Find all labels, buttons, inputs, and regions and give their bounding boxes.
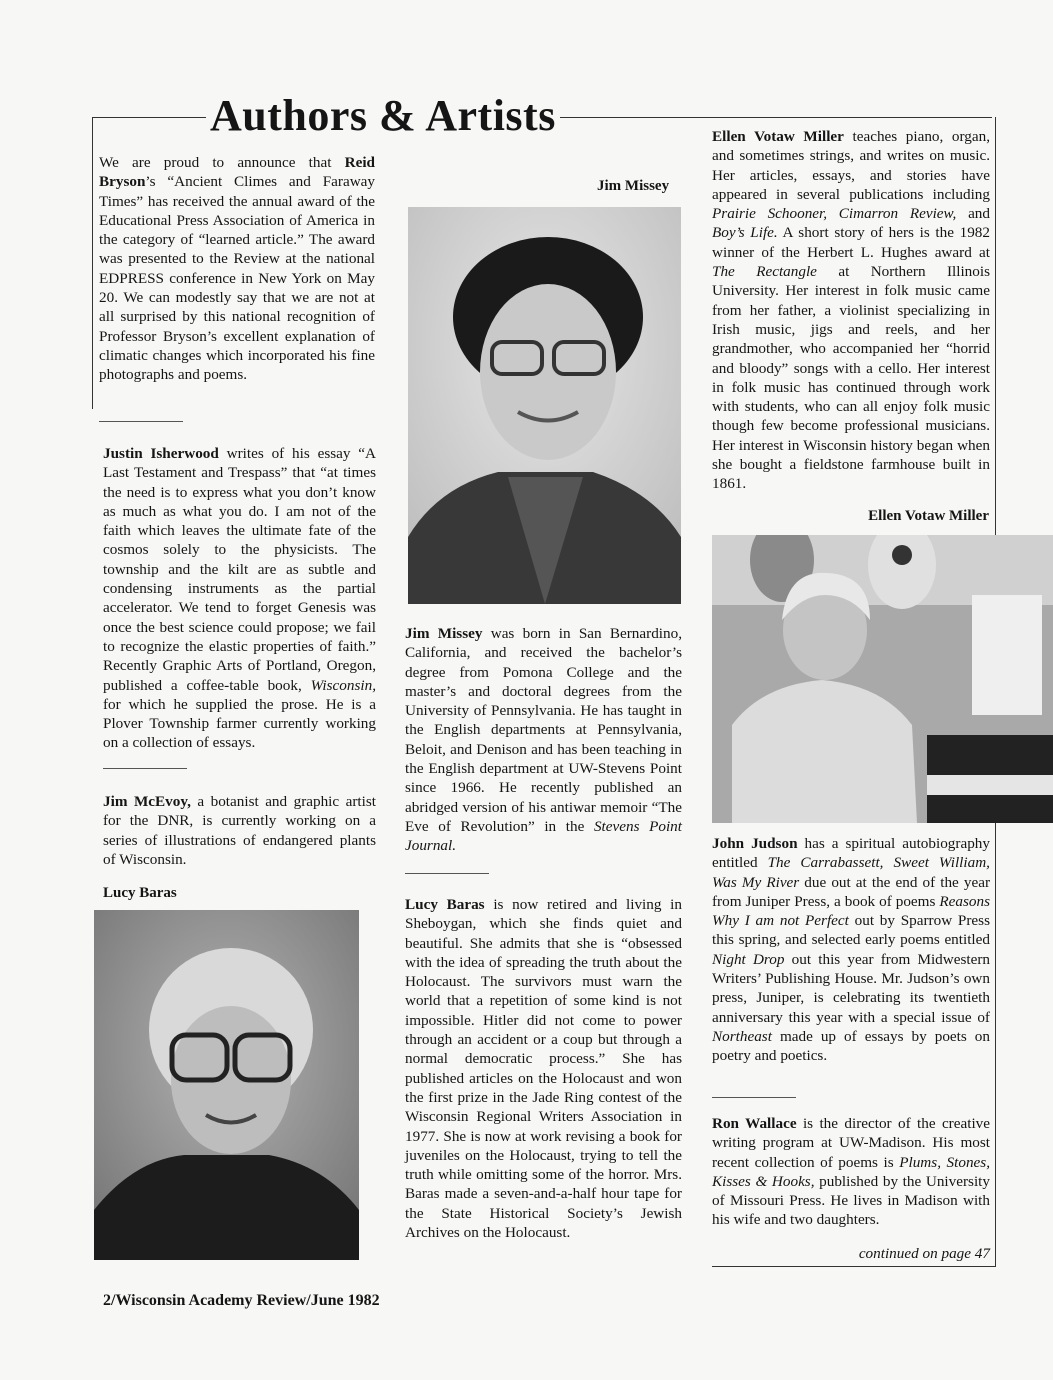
jim-missey-photo	[408, 207, 681, 604]
missey-paragraph	[405, 624, 682, 856]
author-name: Jim Missey	[405, 625, 483, 642]
portrait-illustration	[408, 207, 681, 604]
ellen-votaw-miller-photo	[712, 535, 1053, 823]
isherwood-paragraph	[103, 444, 376, 753]
text: made up of essays by poets on poetry and poetics.	[712, 1027, 990, 1065]
text: A short story of hers is the 1982 winner of the Herbert L. Hughes award at	[712, 224, 990, 261]
text: due out at the end of the year from Juniper Press, a book of poems	[712, 873, 990, 910]
judson-paragraph	[712, 834, 990, 1066]
author-name: John Judson	[712, 835, 798, 852]
text: is the director of the creative writing program at UW-Madison. His most recent collection of poems is	[712, 1115, 990, 1171]
text: writes of his essay “A Last Testament and Trespass” that “at times the need is to express what you don’t know as much as what you do. I am not of the faith which leaves the ultimate fate of the cosmos solely to the physicists. The township and the kilt are as subtle and condensing instruments as the partial accelerator. We tend to forget Genesis was once the best science could propose; we fail to recognize the elastic properties of faith.” Recently Graphic Arts of Portland, Oregon, published a coffee-table book,	[103, 445, 376, 694]
baras-photo-caption: Lucy Baras	[103, 885, 177, 901]
portrait-illustration	[94, 910, 359, 1260]
wallace-paragraph	[712, 1114, 990, 1230]
publication-title: Boy’s Life.	[712, 224, 778, 242]
text: is now retired and living in Sheboygan, which she finds quiet and beautiful. She admits that she is “obsessed with the idea of spreading the truth about the Holocaust. The survivors must warn the world that a repetition of some kind is not impossible. Hitler did not come to power through an accident or a coup but through a normal democratic process.” She has published articles on the Holocaust and won the first prize in the Jade Ring contest of the Wisconsin Regional Writers Association in 1977. She is now at work revising a book for juveniles on the Holocaust, trying to tell the truth while omitting some of the horror. Mrs. Baras made a seven-and-a-half hour tape for the State Historical Society’s Jewish Archives on the Holocaust.	[405, 896, 682, 1242]
bottom-rule	[712, 1266, 996, 1267]
text: ’s “Ancient Climes and Faraway Times” has received the annual award of the Educational Press Association of America in the category of “learned article.” The award was presented to the Review at the national EDPRESS conference in New York on May 20. We can modestly say that we are not at all surprised by this national recognition of Professor Bryson’s excellent explanation of climatic changes which incorporated his fine photographs and poems.	[99, 173, 375, 384]
continued-text: continued on page 47	[858, 1245, 990, 1262]
text: and	[956, 205, 990, 223]
text: was born in San Bernardino, California, and received the bachelor’s degree from Pomona College and the master’s and doctoral degrees from the University of Pennsylvania. He has taught in the English departments at Pennsylvania, Beloit, and Denison and has been teaching in the English department at UW-Stevens Point since 1966. He recently published an abridged version of his antiwar memoir “The Eve of Revolution” in the	[405, 625, 682, 835]
baras-paragraph	[405, 895, 682, 1242]
left-border	[92, 117, 93, 409]
separator	[712, 1097, 796, 1098]
page-title: Authors & Artists	[206, 90, 560, 141]
author-name: Lucy Baras	[405, 896, 485, 913]
book-title: Wisconsin,	[310, 676, 376, 694]
text: a botanist and graphic artist for the DNR, is currently working on a series of illustrations of endangered plants of Wisconsin.	[103, 793, 376, 868]
author-name: Jim McEvoy,	[103, 793, 191, 810]
continued-note	[712, 1244, 990, 1263]
separator	[99, 421, 183, 422]
title-wrap	[206, 90, 560, 141]
journal-title: Stevens Point Journal.	[405, 817, 682, 855]
missey-photo-caption: Jim Missey	[597, 178, 670, 194]
text: has a spiritual autobiography entitled	[712, 835, 990, 872]
mcevoy-paragraph	[103, 792, 376, 869]
page-footer: 2/Wisconsin Academy Review/June 1982	[103, 1292, 380, 1309]
bryson-paragraph	[99, 153, 375, 385]
book-title: Reasons Why I am not Perfect	[712, 892, 990, 930]
book-title: Night Drop	[712, 950, 785, 968]
author-name: Reid Bryson	[99, 154, 375, 191]
text: for which he supplied the prose. He is a Plover Township farmer currently working on a collection of essays.	[103, 695, 376, 752]
book-title: The Carrabassett, Sweet William, Was My River	[712, 854, 990, 891]
author-name: Ellen Votaw Miller	[712, 128, 844, 145]
text: at Northern Illinois University. Her interest in folk music came from her father, a violinist specializing in Irish music, jigs and reels, and her grandmother, who accompanied her “horrid and bloody” songs with a cello. Her interest in folk music has continued through work with students, who can all enjoy folk music though few become professional musicians. Her interest in Wisconsin history began when she bought a fieldstone farmhouse built in 1861.	[712, 263, 990, 493]
miller-paragraph	[712, 127, 990, 494]
text: out by Sparrow Press this spring, and selected early poems entitled	[712, 912, 990, 949]
publication-titles: Prairie Schooner, Cimarron Review,	[712, 205, 957, 223]
text: out this year from Midwestern Writers’ Publishing House. Mr. Judson’s own press, Juniper, is celebrating its twentieth anniversary this year with a special issue of	[712, 950, 990, 1026]
author-name: Ron Wallace	[712, 1115, 797, 1132]
separator	[103, 768, 187, 769]
portrait-illustration	[712, 535, 1053, 823]
journal-title: Northeast	[712, 1027, 772, 1045]
text: teaches piano, organ, and sometimes strings, and writes on music. Her articles, essays, and stories have appeared in several publications including	[712, 128, 991, 203]
author-name: Justin Isherwood	[103, 445, 219, 462]
separator	[405, 873, 489, 874]
text: We are proud to announce that	[99, 154, 345, 171]
lucy-baras-photo	[94, 910, 359, 1260]
miller-photo-caption: Ellen Votaw Miller	[868, 508, 989, 524]
book-title: Plums, Stones, Kisses & Hooks,	[712, 1153, 990, 1190]
publication-title: The Rectangle	[712, 263, 817, 281]
text: published by the University of Missouri Press. He lives in Madison with his wife and two daughters.	[712, 1172, 990, 1229]
